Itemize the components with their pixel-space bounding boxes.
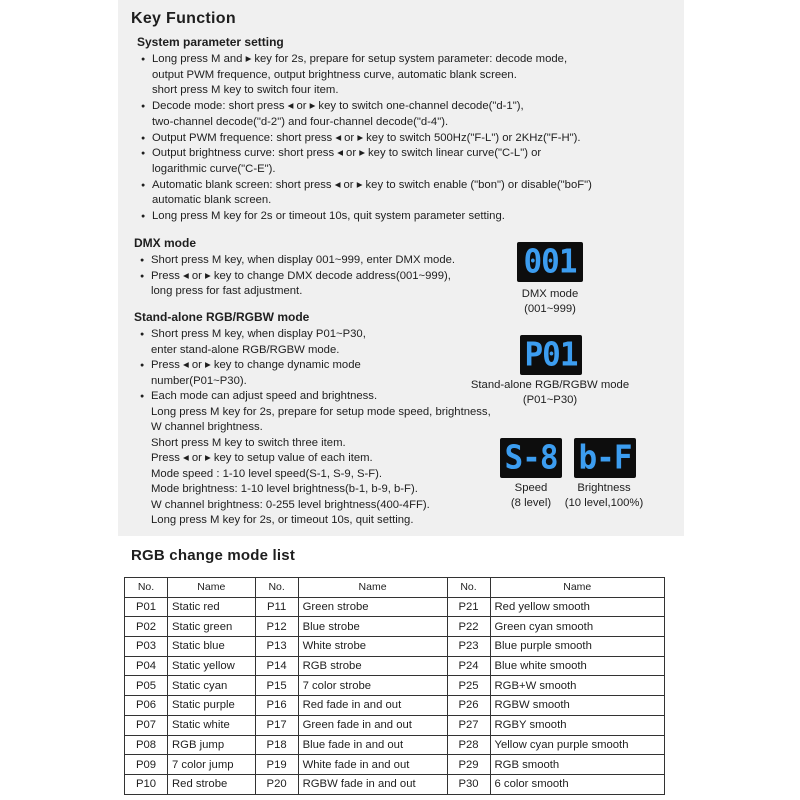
bullet-item: ● Automatic blank screen: short press ◂ or ▸ key to switch enable ("bon") or disable("boF") [152, 178, 592, 193]
speed-caption: Speed [514, 482, 548, 494]
mode-number: P27 [447, 715, 490, 735]
dmx-display-text: 001 [523, 243, 577, 281]
bullet-item: ● Output PWM frequence: short press ◂ or ▸ key to switch 500Hz("F-L") or 2KHz("F-H"). [152, 131, 581, 146]
standalone-display-text: P01 [524, 336, 578, 374]
mode-number: P19 [255, 755, 298, 775]
text-line: long press for fast adjustment. [151, 285, 303, 297]
table-row [125, 617, 665, 637]
mode-name: RGB strobe [298, 656, 447, 676]
col-header-name: Name [168, 578, 256, 598]
text-line: automatic blank screen. [152, 194, 272, 207]
mode-name: Static cyan [168, 676, 256, 696]
mode-name: Static red [168, 597, 256, 617]
col-header-no: No. [255, 578, 298, 598]
table-row [125, 676, 665, 696]
col-header-name: Name [298, 578, 447, 598]
bullet-item: ● Long press M key for 2s or timeout 10s, quit system parameter setting. [152, 209, 505, 224]
mode-number: P24 [447, 656, 490, 676]
text-line: Long press M key for 2s, or timeout 10s, quit setting. [151, 514, 414, 526]
bullet-item: ● Press ◂ or ▸ key to change dynamic mode [151, 358, 361, 373]
mode-name: 7 color strobe [298, 676, 447, 696]
speed-caption-levels: (8 level) [510, 497, 552, 509]
brightness-caption: Brightness [577, 482, 631, 494]
mode-number: P17 [255, 715, 298, 735]
dmx-caption: DMX mode [521, 288, 579, 300]
mode-number: P01 [125, 597, 168, 617]
mode-number: P13 [255, 637, 298, 657]
mode-number: P09 [125, 755, 168, 775]
mode-name: RGB+W smooth [490, 676, 664, 696]
mode-name: RGB jump [168, 735, 256, 755]
mode-number: P06 [125, 696, 168, 716]
mode-name: 7 color jump [168, 755, 256, 775]
table-row [125, 774, 665, 794]
mode-name: RGB smooth [490, 755, 664, 775]
speed-display-text: S-8 [504, 439, 558, 477]
mode-number: P23 [447, 637, 490, 657]
mode-number: P15 [255, 676, 298, 696]
mode-number: P07 [125, 715, 168, 735]
mode-name: Red yellow smooth [490, 597, 664, 617]
table-row [125, 735, 665, 755]
bullet-item: ● Output brightness curve: short press ◂ or ▸ key to switch linear curve("C-L") or [152, 146, 541, 161]
mode-number: P14 [255, 656, 298, 676]
text-line: two-channel decode("d-2") and four-channel decode("d-4"). [152, 115, 449, 128]
text-line: logarithmic curve("C-E"). [152, 162, 276, 175]
mode-number: P08 [125, 735, 168, 755]
mode-number: P12 [255, 617, 298, 637]
brightness-display-text: b-F [578, 439, 632, 477]
col-header-no: No. [447, 578, 490, 598]
mode-name: RGBY smooth [490, 715, 664, 735]
brightness-display [574, 438, 636, 478]
mode-name: Blue white smooth [490, 656, 664, 676]
bullet-item: ● Press ◂ or ▸ key to change DMX decode address(001~999), [151, 269, 451, 284]
text-line: enter stand-alone RGB/RGBW mode. [151, 343, 340, 356]
mode-name: Green fade in and out [298, 715, 447, 735]
table-row [125, 597, 665, 617]
bullet-item: ● Long press M and ▸ key for 2s, prepare for setup system parameter: decode mode, [152, 52, 567, 67]
text-line: output PWM frequence, output brightness curve, automatic blank screen. [152, 68, 517, 81]
mode-number: P11 [255, 597, 298, 617]
standalone-caption-range: (P01~P30) [522, 394, 578, 406]
mode-name: Static yellow [168, 656, 256, 676]
table-row [125, 696, 665, 716]
mode-number: P28 [447, 735, 490, 755]
standalone-display [520, 335, 582, 375]
mode-number: P26 [447, 696, 490, 716]
bullet-item: ● Decode mode: short press ◂ or ▸ key to switch one-channel decode("d-1"), [152, 99, 524, 114]
table-row [125, 755, 665, 775]
dmx-heading: DMX mode [134, 236, 197, 250]
mode-list-table [124, 577, 665, 795]
table-row [125, 715, 665, 735]
text-line: W channel brightness: 0-255 level brightness(400-4FF). [151, 498, 430, 511]
mode-name: Static white [168, 715, 256, 735]
mode-number: P04 [125, 656, 168, 676]
text-line: short press M key to switch four item. [152, 84, 339, 97]
mode-name: 6 color smooth [490, 774, 664, 794]
col-header-name: Name [490, 578, 664, 598]
page-title: Key Function [131, 10, 236, 27]
table-header-row [125, 578, 665, 598]
system-heading: System parameter setting [137, 35, 284, 49]
text-line: Press ◂ or ▸ key to setup value of each item. [151, 452, 373, 464]
standalone-heading: Stand-alone RGB/RGBW mode [134, 310, 310, 324]
text-line: Short press M key to switch three item. [151, 436, 346, 449]
mode-name: Blue purple smooth [490, 637, 664, 657]
mode-number: P29 [447, 755, 490, 775]
speed-display [500, 438, 562, 478]
brightness-caption-levels: (10 level,100%) [564, 497, 644, 509]
mode-number: P20 [255, 774, 298, 794]
mode-name: Static blue [168, 637, 256, 657]
table-title: RGB change mode list [131, 547, 296, 564]
table-row [125, 637, 665, 657]
mode-name: RGBW fade in and out [298, 774, 447, 794]
mode-number: P16 [255, 696, 298, 716]
dmx-caption-range: (001~999) [524, 303, 576, 315]
mode-name: Red fade in and out [298, 696, 447, 716]
mode-name: White strobe [298, 637, 447, 657]
mode-name: Blue strobe [298, 617, 447, 637]
mode-name: Yellow cyan purple smooth [490, 735, 664, 755]
mode-name: RGBW smooth [490, 696, 664, 716]
text-line: W channel brightness. [151, 421, 263, 433]
mode-name: Static purple [168, 696, 256, 716]
bullet-item: ● Short press M key, when display P01~P30, [151, 327, 366, 342]
dmx-display [517, 242, 583, 282]
table-row [125, 656, 665, 676]
mode-name: Red strobe [168, 774, 256, 794]
text-line: Mode brightness: 1-10 level brightness(b-1, b-9, b-F). [151, 483, 418, 495]
mode-name: Green strobe [298, 597, 447, 617]
standalone-caption: Stand-alone RGB/RGBW mode [470, 379, 630, 391]
mode-number: P21 [447, 597, 490, 617]
mode-name: Blue fade in and out [298, 735, 447, 755]
mode-number: P18 [255, 735, 298, 755]
mode-name: Static green [168, 617, 256, 637]
mode-name: White fade in and out [298, 755, 447, 775]
mode-number: P03 [125, 637, 168, 657]
text-line: Mode speed : 1-10 level speed(S-1, S-9, S-F). [151, 467, 383, 480]
mode-name: Green cyan smooth [490, 617, 664, 637]
text-line: Long press M key for 2s, prepare for setup mode speed, brightness, [151, 405, 491, 418]
mode-number: P25 [447, 676, 490, 696]
col-header-no: No. [125, 578, 168, 598]
mode-number: P30 [447, 774, 490, 794]
bullet-item: ● Each mode can adjust speed and brightness. [151, 389, 377, 404]
text-line: number(P01~P30). [151, 374, 247, 387]
mode-number: P22 [447, 617, 490, 637]
mode-number: P05 [125, 676, 168, 696]
bullet-item: ● Short press M key, when display 001~999, enter DMX mode. [151, 253, 455, 268]
mode-number: P02 [125, 617, 168, 637]
mode-number: P10 [125, 774, 168, 794]
